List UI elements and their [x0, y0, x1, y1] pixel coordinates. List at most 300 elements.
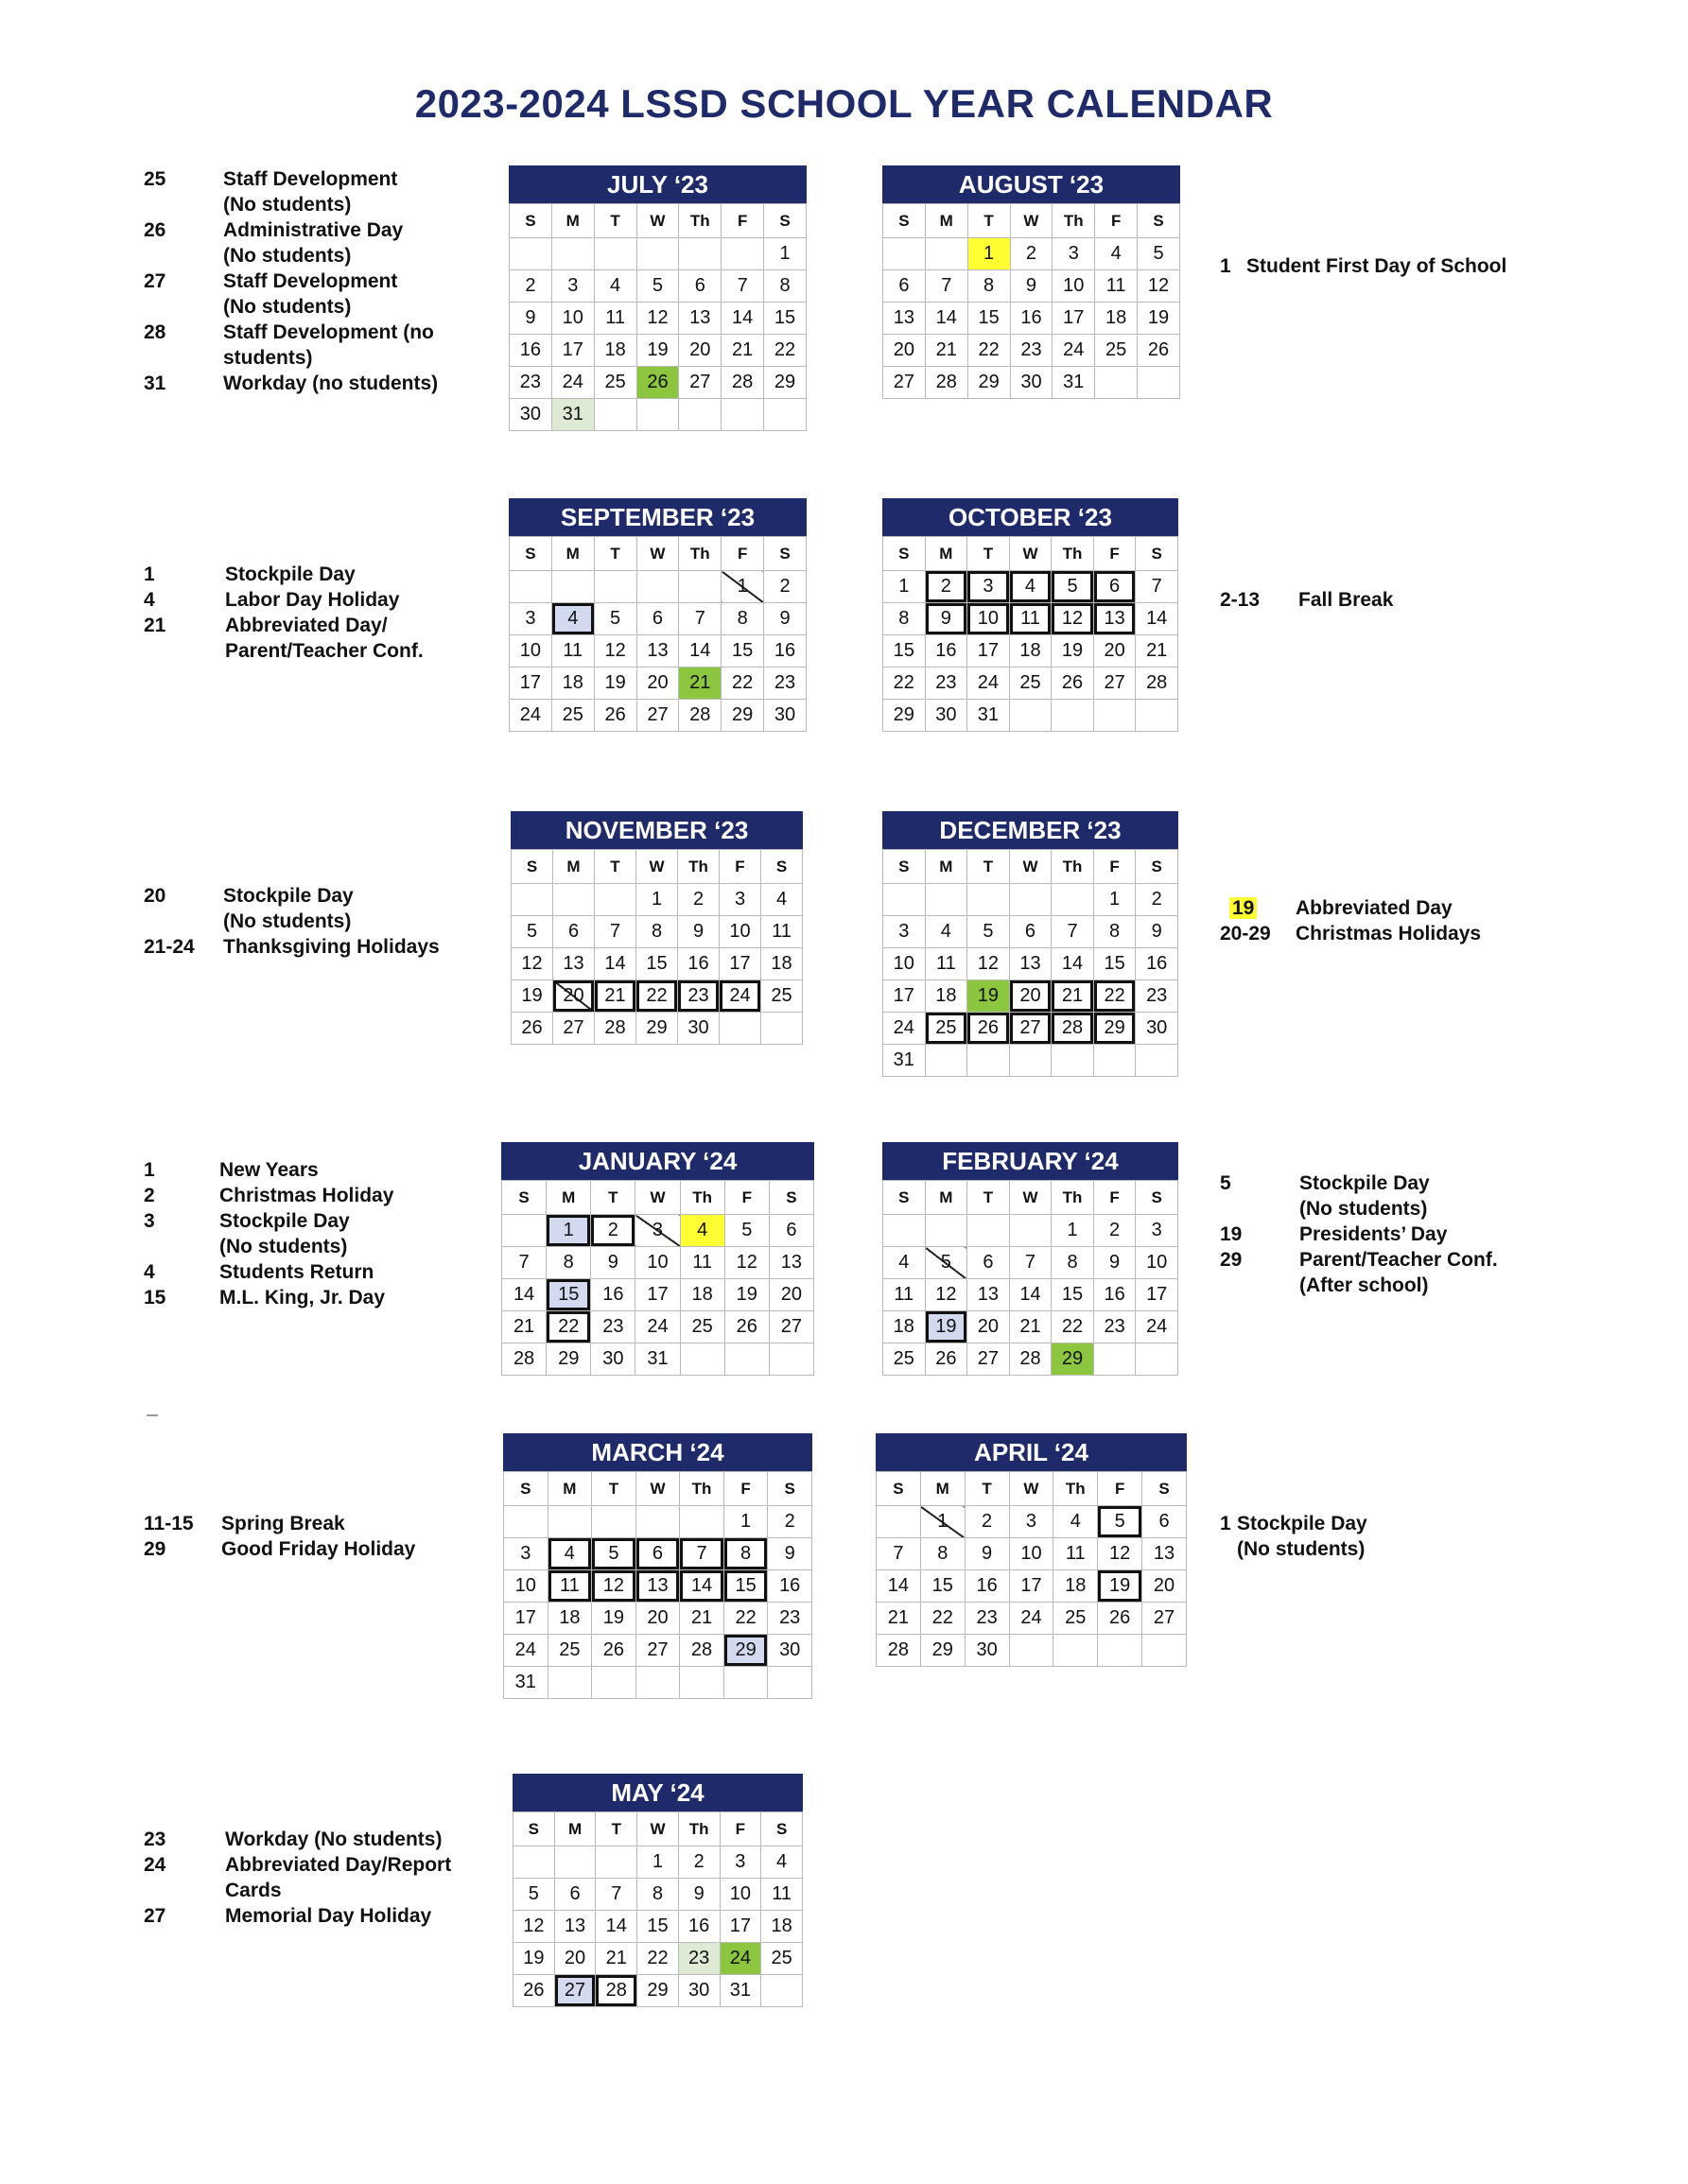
day-cell: 18: [761, 1911, 803, 1943]
day-cell: 25: [594, 367, 636, 399]
weekday-header: S: [877, 1472, 921, 1506]
day-cell: 26: [724, 1311, 769, 1343]
day-cell: [967, 1215, 1010, 1247]
day-cell: [720, 1013, 761, 1045]
day-cell: 4: [1009, 571, 1052, 603]
day-cell: [883, 238, 926, 270]
note-text: Administrative Day: [223, 219, 404, 241]
day-cell: 28: [502, 1343, 547, 1376]
day-cell: 6: [1093, 571, 1136, 603]
week-row: [510, 571, 807, 603]
note-text: Thanksgiving Holidays: [223, 936, 440, 958]
day-cell: 18: [594, 335, 636, 367]
day-cell: 2: [764, 571, 807, 603]
weekday-header: M: [920, 1472, 965, 1506]
day-cell: [722, 238, 764, 270]
notes-april: [1220, 1511, 1504, 1562]
note-date: 1: [1220, 255, 1231, 277]
weekday-header: W: [1009, 537, 1052, 571]
day-cell: 2: [925, 571, 967, 603]
day-cell: 17: [635, 1279, 680, 1311]
day-cell: 17: [967, 635, 1010, 667]
day-cell: 14: [680, 1570, 724, 1603]
day-cell: 7: [877, 1538, 921, 1570]
day-cell: 8: [764, 270, 807, 303]
day-cell: [1009, 1215, 1052, 1247]
note-text: Abbreviated Day/: [225, 615, 388, 636]
week-row: [883, 603, 1178, 635]
day-cell: 15: [967, 303, 1010, 335]
weekday-header: S: [761, 850, 803, 884]
day-cell: 22: [1093, 980, 1136, 1013]
weekday-header: Th: [1053, 1472, 1098, 1506]
day-cell: 22: [1052, 1311, 1094, 1343]
day-cell: 10: [1136, 1247, 1178, 1279]
day-cell: 11: [1053, 1538, 1098, 1570]
day-cell: 21: [596, 1943, 637, 1975]
week-row: [883, 980, 1178, 1013]
day-cell: 14: [925, 303, 967, 335]
day-cell: 19: [513, 1943, 555, 1975]
day-cell: [680, 1506, 724, 1538]
note-text: Parent/Teacher Conf.: [1299, 1249, 1498, 1271]
weekday-header: S: [510, 537, 552, 571]
day-cell: 6: [636, 603, 679, 635]
month-title: JULY ‘23: [509, 165, 807, 203]
notes-february: [1220, 1170, 1617, 1298]
week-row: [883, 1343, 1178, 1376]
day-cell: [769, 1343, 813, 1376]
week-row: [510, 635, 807, 667]
note-row: [144, 1208, 475, 1234]
day-cell: 19: [1052, 635, 1094, 667]
note-date: 21: [144, 615, 166, 636]
day-cell: 25: [761, 1943, 803, 1975]
day-cell: 11: [1009, 603, 1052, 635]
day-cell: 25: [761, 980, 803, 1013]
note-text: (No students): [219, 1236, 348, 1257]
weekday-header: T: [591, 1181, 635, 1215]
note-text: Spring Break: [221, 1513, 345, 1534]
note-row: [144, 294, 475, 320]
weekday-header: M: [925, 850, 967, 884]
weekday-header: M: [551, 537, 594, 571]
day-cell: 2: [768, 1506, 812, 1538]
day-cell: 6: [883, 270, 926, 303]
month-title: APRIL ‘24: [876, 1433, 1187, 1471]
day-cell: 1: [764, 238, 807, 270]
day-cell: 20: [769, 1279, 813, 1311]
day-cell: 23: [678, 1943, 720, 1975]
day-cell: 27: [554, 1975, 596, 2007]
weekday-header: S: [1138, 204, 1180, 238]
day-cell: 17: [720, 948, 761, 980]
day-cell: 18: [925, 980, 967, 1013]
day-cell: 11: [925, 948, 967, 980]
day-cell: 30: [1136, 1013, 1178, 1045]
day-cell: [1009, 884, 1052, 916]
day-cell: 3: [551, 270, 594, 303]
weekday-header: M: [553, 850, 595, 884]
day-cell: 23: [678, 980, 720, 1013]
week-row: [883, 1247, 1178, 1279]
note-text: (No students): [223, 910, 352, 932]
day-cell: 1: [722, 571, 764, 603]
note-text: Stockpile Day: [1237, 1513, 1367, 1534]
day-cell: 21: [1009, 1311, 1052, 1343]
day-cell: 20: [883, 335, 926, 367]
month-title: MARCH ‘24: [503, 1433, 812, 1471]
day-cell: 8: [1093, 916, 1136, 948]
day-cell: 21: [925, 335, 967, 367]
day-cell: 12: [512, 948, 553, 980]
day-cell: 5: [594, 603, 636, 635]
day-cell: 4: [548, 1538, 592, 1570]
day-cell: 6: [769, 1215, 813, 1247]
week-row: [510, 270, 807, 303]
day-cell: 1: [920, 1506, 965, 1538]
month-grid: [509, 203, 807, 431]
note-row: [144, 345, 475, 371]
day-cell: 1: [723, 1506, 768, 1538]
day-cell: [512, 884, 553, 916]
note-row: [1220, 1247, 1617, 1273]
day-cell: 14: [877, 1570, 921, 1603]
note-date: 2-13: [1220, 589, 1261, 611]
day-cell: 5: [925, 1247, 967, 1279]
day-cell: [594, 399, 636, 431]
week-row: [883, 367, 1180, 399]
note-text: Presidents’ Day: [1299, 1223, 1448, 1245]
day-cell: [1052, 1045, 1094, 1077]
day-cell: 30: [1010, 367, 1053, 399]
day-cell: [513, 1846, 555, 1879]
day-cell: [1098, 1635, 1142, 1667]
day-cell: 9: [1093, 1247, 1136, 1279]
day-cell: 14: [1009, 1279, 1052, 1311]
note-text: (No students): [223, 245, 352, 267]
notes-december: [1220, 895, 1617, 946]
day-cell: 19: [592, 1603, 636, 1635]
note-row: [144, 1285, 475, 1310]
note-date: [144, 192, 223, 217]
note-date: 20-29: [1220, 923, 1271, 945]
day-cell: 4: [925, 916, 967, 948]
day-cell: 19: [1138, 303, 1180, 335]
weekday-header: S: [883, 850, 926, 884]
day-cell: [548, 1667, 592, 1699]
note-date: [1220, 1273, 1299, 1298]
note-row: [144, 217, 475, 243]
day-cell: 26: [513, 1975, 555, 2007]
day-cell: [1093, 1343, 1136, 1376]
weekday-header: Th: [1052, 1181, 1094, 1215]
day-cell: 3: [1009, 1506, 1053, 1538]
day-cell: 27: [636, 700, 679, 732]
note-row: [144, 192, 475, 217]
day-cell: 7: [680, 1538, 724, 1570]
day-cell: 24: [510, 700, 552, 732]
day-cell: 19: [724, 1279, 769, 1311]
day-cell: 31: [551, 399, 594, 431]
day-cell: 23: [965, 1603, 1009, 1635]
weekday-header: F: [1093, 537, 1136, 571]
note-row: [144, 1536, 475, 1562]
weekday-header: W: [635, 1472, 680, 1506]
note-date: 3: [144, 1210, 155, 1232]
weekday-header: T: [595, 850, 636, 884]
weekday-header: S: [883, 204, 926, 238]
day-cell: 28: [722, 367, 764, 399]
day-cell: 16: [1010, 303, 1053, 335]
weekday-header: T: [967, 537, 1010, 571]
day-cell: 23: [764, 667, 807, 700]
day-cell: 14: [596, 1911, 637, 1943]
day-cell: [592, 1506, 636, 1538]
day-cell: 17: [510, 667, 552, 700]
weekday-header: S: [513, 1812, 555, 1846]
day-cell: 7: [679, 603, 722, 635]
week-row: [510, 399, 807, 431]
day-cell: 12: [724, 1247, 769, 1279]
day-cell: 5: [1098, 1506, 1142, 1538]
day-cell: 20: [679, 335, 722, 367]
day-cell: 22: [883, 667, 926, 700]
note-row: [144, 269, 475, 294]
day-cell: 10: [1053, 270, 1095, 303]
day-cell: 23: [591, 1311, 635, 1343]
day-cell: [761, 1975, 803, 2007]
day-cell: 18: [761, 948, 803, 980]
week-row: [512, 1013, 803, 1045]
week-row: [510, 238, 807, 270]
day-cell: 13: [679, 303, 722, 335]
note-date: [144, 345, 223, 371]
day-cell: 4: [551, 603, 594, 635]
day-cell: 7: [596, 1879, 637, 1911]
day-cell: 19: [594, 667, 636, 700]
month-title: OCTOBER ‘23: [882, 498, 1178, 536]
week-row: [510, 303, 807, 335]
day-cell: 14: [1052, 948, 1094, 980]
note-date: 1: [1220, 1513, 1231, 1534]
day-cell: 2: [510, 270, 552, 303]
day-cell: [723, 1667, 768, 1699]
day-cell: 30: [925, 700, 967, 732]
week-row: [512, 916, 803, 948]
day-cell: 6: [1009, 916, 1052, 948]
day-cell: 27: [553, 1013, 595, 1045]
note-date: 28: [144, 321, 166, 343]
note-text: M.L. King, Jr. Day: [219, 1287, 386, 1309]
week-row: [504, 1506, 812, 1538]
day-cell: 14: [595, 948, 636, 980]
note-date: [1220, 895, 1296, 921]
week-row: [513, 1911, 803, 1943]
day-cell: 5: [636, 270, 679, 303]
day-cell: 19: [636, 335, 679, 367]
day-cell: 31: [635, 1343, 680, 1376]
day-cell: [551, 238, 594, 270]
note-date: [144, 909, 223, 934]
day-cell: 5: [724, 1215, 769, 1247]
day-cell: 16: [965, 1570, 1009, 1603]
note-row: [144, 1183, 475, 1208]
day-cell: [768, 1667, 812, 1699]
note-row: [144, 1903, 484, 1929]
weekday-header: S: [1136, 850, 1178, 884]
day-cell: [925, 1215, 967, 1247]
notes-november: [144, 883, 475, 960]
notes-september: [144, 562, 475, 664]
day-cell: 10: [635, 1247, 680, 1279]
day-cell: 2: [678, 884, 720, 916]
day-cell: 5: [592, 1538, 636, 1570]
day-cell: 6: [554, 1879, 596, 1911]
day-cell: 8: [547, 1247, 591, 1279]
calendar-may: [513, 1774, 803, 2007]
week-row: [883, 1279, 1178, 1311]
day-cell: 12: [1052, 603, 1094, 635]
weekday-header: S: [510, 204, 552, 238]
note-row: [144, 562, 475, 587]
day-cell: [594, 238, 636, 270]
weekday-header: F: [722, 204, 764, 238]
note-date: 27: [144, 270, 166, 292]
note-text: Fall Break: [1298, 589, 1394, 611]
day-cell: 13: [769, 1247, 813, 1279]
day-cell: 3: [1053, 238, 1095, 270]
day-cell: 9: [678, 916, 720, 948]
week-row: [502, 1311, 814, 1343]
day-cell: 2: [1136, 884, 1178, 916]
day-cell: 3: [720, 1846, 761, 1879]
day-cell: 29: [1052, 1343, 1094, 1376]
weekday-header: S: [764, 537, 807, 571]
day-cell: 29: [723, 1635, 768, 1667]
weekday-header: S: [504, 1472, 548, 1506]
day-cell: [510, 238, 552, 270]
day-cell: 22: [722, 667, 764, 700]
weekday-header: S: [1136, 537, 1178, 571]
day-cell: [883, 1215, 926, 1247]
note-text: Christmas Holidays: [1296, 923, 1482, 945]
weekday-header: S: [764, 204, 807, 238]
weekday-header: M: [554, 1812, 596, 1846]
day-cell: 30: [510, 399, 552, 431]
day-cell: 15: [920, 1570, 965, 1603]
day-cell: 13: [883, 303, 926, 335]
day-cell: [554, 1846, 596, 1879]
day-cell: 18: [551, 667, 594, 700]
day-cell: 30: [764, 700, 807, 732]
day-cell: 10: [504, 1570, 548, 1603]
day-cell: [680, 1343, 724, 1376]
day-cell: 1: [636, 884, 678, 916]
day-cell: 11: [680, 1247, 724, 1279]
day-cell: 24: [883, 1013, 926, 1045]
weekday-header: W: [1010, 204, 1053, 238]
weekday-header: T: [965, 1472, 1009, 1506]
day-cell: 3: [967, 571, 1010, 603]
day-cell: 16: [1136, 948, 1178, 980]
day-cell: [679, 399, 722, 431]
day-cell: 9: [1136, 916, 1178, 948]
day-cell: 22: [920, 1603, 965, 1635]
note-text: Student First Day of School: [1246, 255, 1507, 277]
day-cell: 24: [1009, 1603, 1053, 1635]
week-row: [883, 667, 1178, 700]
weekday-header: M: [547, 1181, 591, 1215]
day-cell: 13: [1142, 1538, 1187, 1570]
day-cell: 28: [1052, 1013, 1094, 1045]
week-row: [510, 335, 807, 367]
notes-october: [1220, 587, 1504, 613]
day-cell: 18: [680, 1279, 724, 1311]
day-cell: 23: [768, 1603, 812, 1635]
week-row: [883, 1013, 1178, 1045]
day-cell: 13: [553, 948, 595, 980]
note-text: Stockpile Day: [223, 885, 354, 907]
day-cell: 28: [679, 700, 722, 732]
week-row: [513, 1975, 803, 2007]
weekday-header: Th: [680, 1472, 724, 1506]
day-cell: [594, 571, 636, 603]
note-row: [144, 371, 475, 396]
note-date: 26: [144, 219, 166, 241]
day-cell: 27: [635, 1635, 680, 1667]
day-cell: 27: [967, 1343, 1010, 1376]
day-cell: 1: [967, 238, 1010, 270]
calendar-august: [882, 165, 1180, 399]
day-cell: 15: [1093, 948, 1136, 980]
day-cell: 20: [1093, 635, 1136, 667]
day-cell: 10: [720, 916, 761, 948]
day-cell: 2: [591, 1215, 635, 1247]
day-cell: 21: [1052, 980, 1094, 1013]
day-cell: 26: [636, 367, 679, 399]
day-cell: 15: [723, 1570, 768, 1603]
weekday-header: S: [1136, 1181, 1178, 1215]
day-cell: 6: [635, 1538, 680, 1570]
day-cell: 21: [722, 335, 764, 367]
day-cell: 31: [1053, 367, 1095, 399]
day-cell: 10: [967, 603, 1010, 635]
week-row: [877, 1635, 1187, 1667]
day-cell: 18: [1053, 1570, 1098, 1603]
note-text: Stockpile Day: [219, 1210, 350, 1232]
weekday-header: M: [551, 204, 594, 238]
day-cell: 20: [554, 1943, 596, 1975]
day-cell: [679, 571, 722, 603]
day-cell: 25: [925, 1013, 967, 1045]
note-row: [144, 243, 475, 269]
day-cell: [764, 399, 807, 431]
weekday-header: T: [592, 1472, 636, 1506]
notes-august: [1220, 253, 1627, 279]
day-cell: [724, 1343, 769, 1376]
day-cell: 4: [680, 1215, 724, 1247]
note-row: [144, 1878, 484, 1903]
day-cell: 9: [764, 603, 807, 635]
note-row: [144, 587, 475, 613]
day-cell: 21: [877, 1603, 921, 1635]
day-cell: 15: [1052, 1279, 1094, 1311]
day-cell: 8: [920, 1538, 965, 1570]
day-cell: 4: [761, 884, 803, 916]
week-row: [504, 1538, 812, 1570]
day-cell: 28: [595, 1013, 636, 1045]
